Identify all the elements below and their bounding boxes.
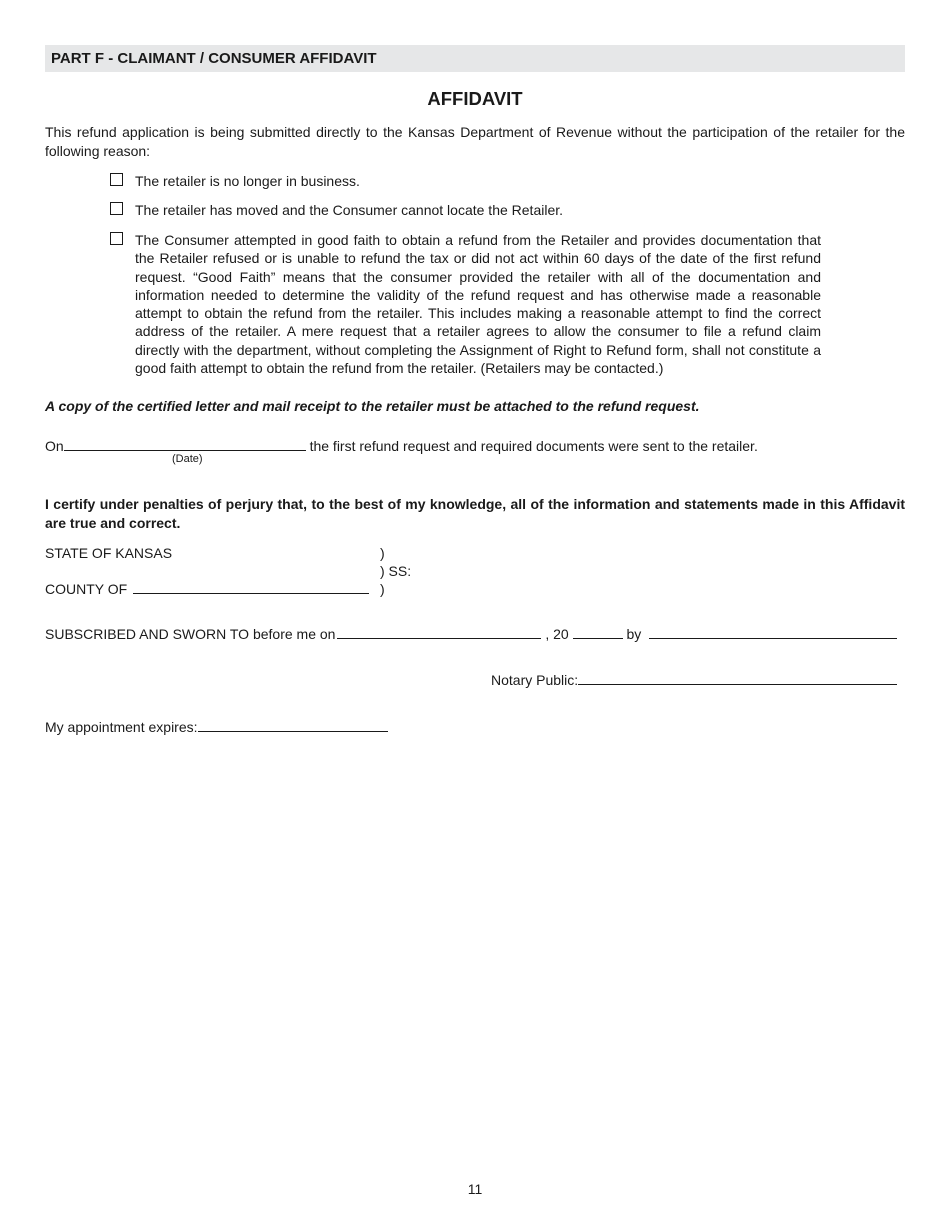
venue-ss: ) SS: <box>380 563 412 579</box>
reason-label: The retailer is no longer in business. <box>135 173 360 189</box>
county-field[interactable] <box>133 580 369 594</box>
section-title: PART F - CLAIMANT / CONSUMER AFFIDAVIT <box>51 50 377 67</box>
state-label: STATE OF KANSAS <box>45 545 173 561</box>
section-header-bar <box>45 45 905 72</box>
certification-statement: I certify under penalties of perjury that, to the best of my knowledge, all of the information and statements made in this Affidavit are true and correct. <box>45 496 905 531</box>
notary-label: Notary Public: <box>491 672 579 688</box>
appointment-line <box>45 718 388 736</box>
date-caption: (Date) <box>172 453 203 465</box>
sworn-prefix: SUBSCRIBED AND SWORN TO before me on <box>45 626 336 642</box>
county-label: COUNTY OF <box>45 581 128 597</box>
reason-checkbox[interactable] <box>110 202 123 215</box>
intro-paragraph: This refund application is being submitted directly to the Kansas Department of Revenue without the participation of the retailer for the following reason: <box>45 124 905 159</box>
appointment-label: My appointment expires: <box>45 719 198 735</box>
reason-checkbox[interactable] <box>110 173 123 186</box>
venue-paren-bottom: ) <box>380 581 385 597</box>
date-sent-field[interactable] <box>64 437 306 451</box>
sworn-year-prefix: , 20 <box>545 626 569 642</box>
page-title: AFFIDAVIT <box>427 88 523 109</box>
notary-signature-field[interactable] <box>578 671 897 685</box>
date-line-suffix: the first refund request and required documents were sent to the retailer. <box>309 438 758 454</box>
sworn-year-field[interactable] <box>573 625 623 639</box>
reason-checkbox[interactable] <box>110 232 123 245</box>
page-number: 11 <box>467 1181 483 1197</box>
attachment-notice: A copy of the certified letter and mail receipt to the retailer must be attached to the refund request. <box>45 398 700 414</box>
reason-label: The retailer has moved and the Consumer cannot locate the Retailer. <box>135 202 564 218</box>
notary-line <box>491 671 897 689</box>
sworn-by: by <box>626 626 642 642</box>
date-line-prefix: On <box>45 438 64 454</box>
sworn-line <box>45 625 897 643</box>
appointment-expiry-field[interactable] <box>198 718 388 732</box>
sworn-by-field[interactable] <box>649 625 897 639</box>
reason-label: The Consumer attempted in good faith to obtain a refund from the Retailer and provides documentation that the Retailer refused or is unable to refund the tax or did not act within 60 days of the date of the first refund request. “Good Faith” means that the consumer provided the retailer with all of the documentation and information needed to determine the validity of the refund request and has otherwise made a reasonable attempt to obtain the refund from the retailer. This includes making a reasonable attempt to find the correct address of the retailer. A mere request that a retailer agrees to allow the consumer to file a refund claim directly with the department, without completing the Assignment of Right to Refund form, shall not constitute a good faith attempt to obtain the refund from the retailer. (Retailers may be contacted.) <box>135 232 821 377</box>
date-sent-line <box>45 437 758 455</box>
county-line <box>45 580 369 598</box>
venue-paren-top: ) <box>380 545 385 561</box>
sworn-date-field[interactable] <box>337 625 541 639</box>
